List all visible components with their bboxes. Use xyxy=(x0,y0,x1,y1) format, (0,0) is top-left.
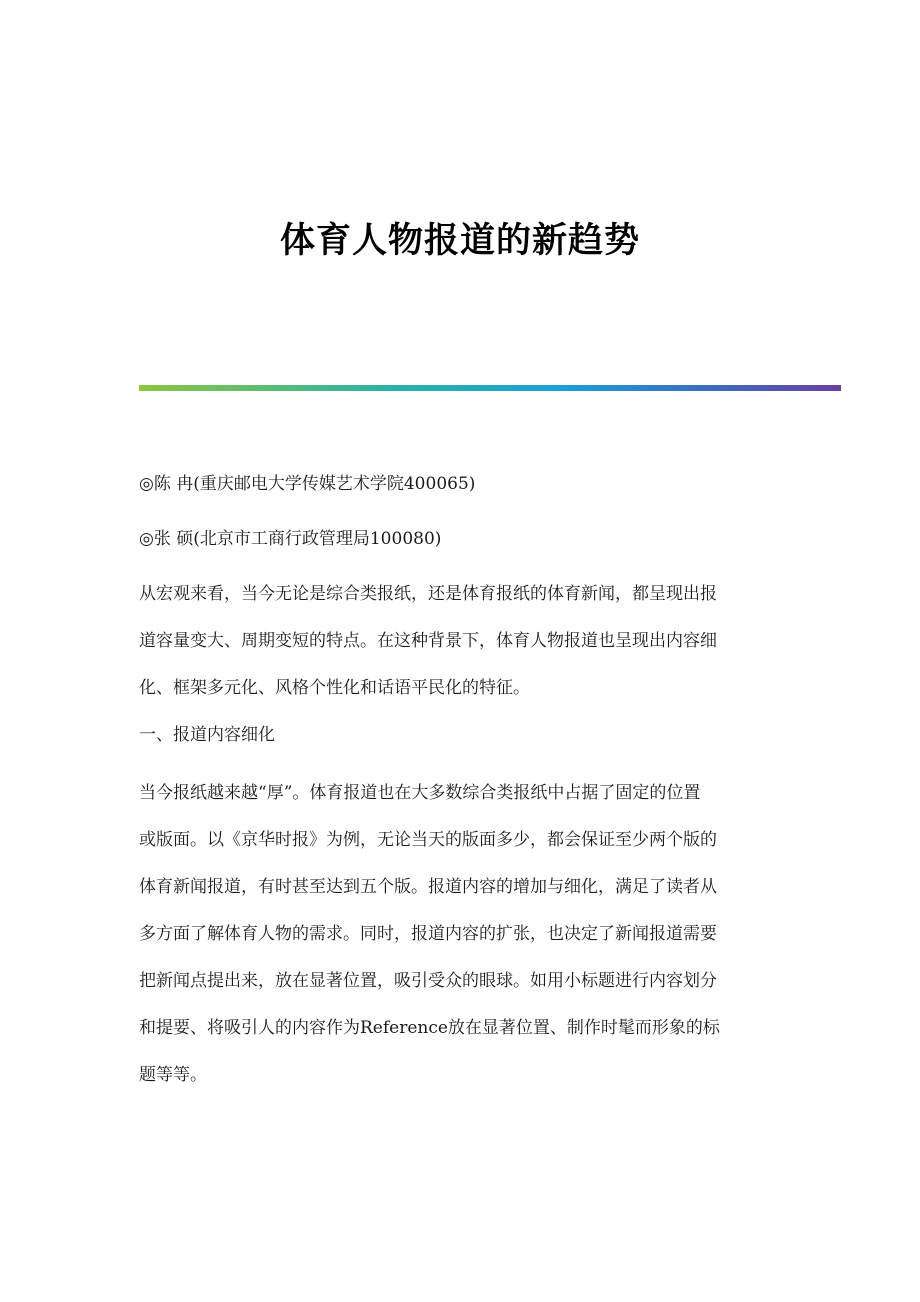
document-title: 体育人物报道的新趋势 xyxy=(279,220,640,261)
title-divider xyxy=(139,385,841,391)
abstract-line: 化、框架多元化、风格个性化和话语平民化的特征。 xyxy=(139,678,530,698)
section-heading: 一、报道内容细化 xyxy=(139,725,275,745)
body-line: 体育新闻报道，有时甚至达到五个版。报道内容的增加与细化，满足了读者从 xyxy=(139,877,717,897)
author-line: ◎陈 冉(重庆邮电大学传媒艺术学院400065) xyxy=(139,474,476,494)
body-line: 当今报纸越来越“厚”。体育报道也在大多数综合类报纸中占据了固定的位置 xyxy=(139,783,701,803)
document-body xyxy=(139,461,779,1099)
body-line: 把新闻点提出来，放在显著位置，吸引受众的眼球。如用小标题进行内容划分 xyxy=(139,971,717,991)
abstract-paragraph xyxy=(139,571,779,712)
body-line: 多方面了解体育人物的需求。同时，报道内容的扩张，也决定了新闻报道需要 xyxy=(139,924,717,944)
body-paragraph xyxy=(139,770,779,1099)
abstract-line: 从宏观来看，当今无论是综合类报纸，还是体育报纸的体育新闻，都呈现出报 xyxy=(139,584,717,604)
body-line: 或版面。以《京华时报》为例，无论当天的版面多少，都会保证至少两个版的 xyxy=(139,830,717,850)
author-line: ◎张 硕(北京市工商行政管理局100080) xyxy=(139,529,442,549)
body-line: 题等等。 xyxy=(139,1065,207,1085)
body-line: 和提要、将吸引人的内容作为Reference放在显著位置、制作时髦而形象的标 xyxy=(139,1018,720,1038)
abstract-line: 道容量变大、周期变短的特点。在这种背景下，体育人物报道也呈现出内容细 xyxy=(139,631,717,651)
